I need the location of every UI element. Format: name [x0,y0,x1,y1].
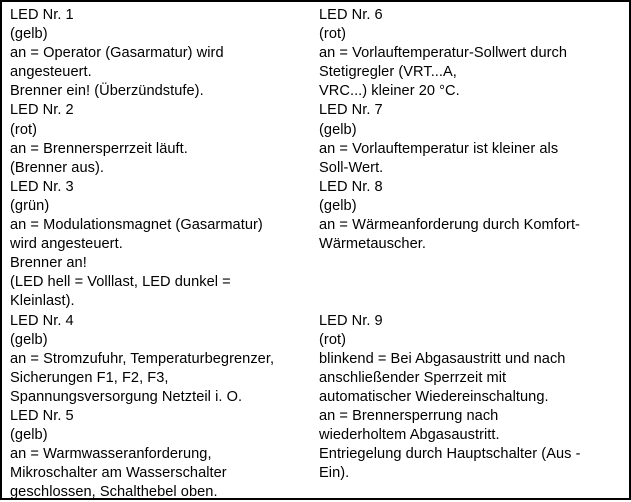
text-line: an = Modulationsmagnet (Gasarmatur) [10,217,263,234]
text-line: LED Nr. 9 [319,312,383,329]
text-line: an = Vorlauftemperatur-Sollwert durch [319,45,568,62]
text-line: an = Brennersperrung nach [319,407,499,424]
left-column [2,6,309,501]
text-line: LED Nr. 3 [10,178,74,195]
blank-line [319,254,623,273]
text-line: (gelb) [10,26,48,43]
text-line: LED Nr. 8 [319,178,383,195]
two-column-layout [2,2,629,501]
text-line: (gelb) [10,427,48,444]
text-line: anschließender Sperrzeit mit [319,369,507,386]
text-line: automatischer Wiedereinschaltung. [319,388,549,405]
text-line: Brenner an! [10,255,87,272]
text-line: an = Wärmeanforderung durch Komfort- [319,217,580,234]
text-line: LED Nr. 7 [319,102,383,119]
text-line: (Brenner aus). [10,159,104,176]
text-line: (gelb) [319,121,357,138]
text-line: Brenner ein! (Überzündstufe). [10,83,204,100]
text-line: LED Nr. 6 [319,7,383,23]
text-line: LED Nr. 5 [10,407,74,424]
blank-line [319,292,623,311]
text-line: Wärmetauscher. [319,236,426,253]
text-line: VRC...) kleiner 20 °C. [319,83,460,100]
right-column-text [319,6,623,483]
text-line: LED Nr. 1 [10,7,74,23]
text-line: LED Nr. 4 [10,312,74,329]
text-line: (grün) [10,197,50,214]
blank-line [319,273,623,292]
text-line: Ein). [319,465,350,482]
text-line: Entriegelung durch Hauptschalter (Aus - [319,446,581,463]
text-line: (rot) [10,121,38,138]
text-line: (LED hell = Volllast, LED dunkel = [10,274,231,291]
text-line: (rot) [319,331,347,348]
text-line: Soll-Wert. [319,159,384,176]
left-column-text [10,6,303,502]
text-line: an = Brennersperrzeit läuft. [10,140,188,157]
text-line: blinkend = Bei Abgasaustritt und nach [319,350,566,367]
text-line: an = Operator (Gasarmatur) wird [10,45,224,62]
text-line: Kleinlast). [10,293,75,310]
text-line: an = Vorlauftemperatur ist kleiner als [319,140,559,157]
right-column [309,6,629,498]
text-line: (gelb) [319,197,357,214]
text-line: geschlossen, Schalthebel oben. [10,484,218,501]
text-line: LED Nr. 2 [10,102,74,119]
text-line: wird angesteuert. [10,236,123,253]
text-line: wiederholtem Abgasaustritt. [319,427,500,444]
text-line: (rot) [319,26,347,43]
text-line: angesteuert. [10,64,92,81]
text-line: Sicherungen F1, F2, F3, [10,369,169,386]
text-line: (gelb) [10,331,48,348]
text-line: Stetigregler (VRT...A, [319,64,457,81]
text-line: Mikroschalter am Wasserschalter [10,465,227,482]
text-line: an = Stromzufuhr, Temperaturbegrenzer, [10,350,275,367]
text-line: an = Warmwasseranforderung, [10,446,212,463]
text-line: Spannungsversorgung Netzteil i. O. [10,388,243,405]
